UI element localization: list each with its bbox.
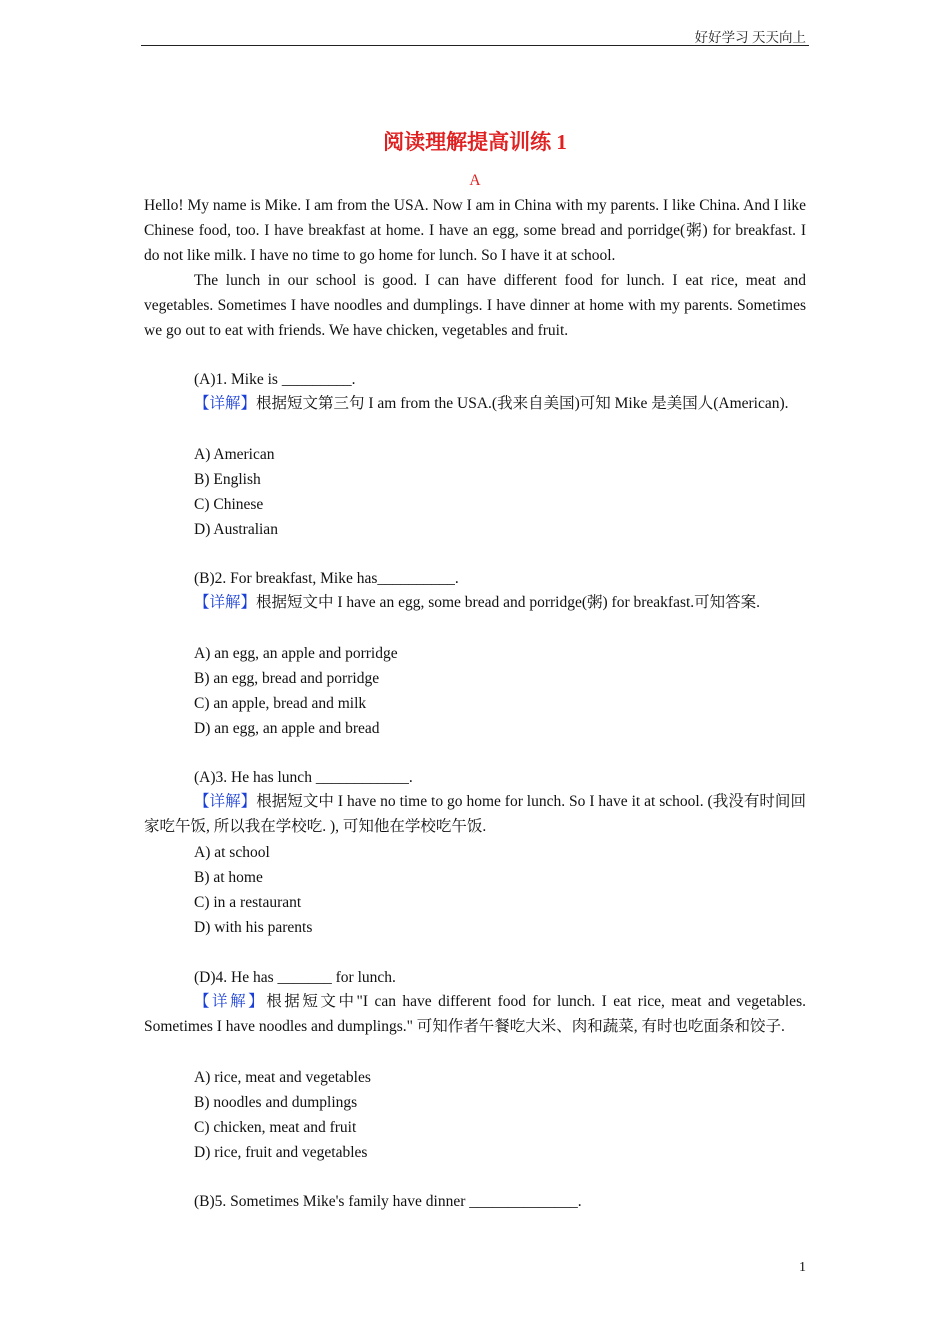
question-3-explanation [144,789,806,839]
question-1-option-d: D) Australian [194,521,278,538]
explain-tag: 【详解】 [194,594,257,611]
question-1-option-c: C) Chinese [194,496,264,513]
explain-tag: 【详解】 [194,993,267,1010]
explanation-text: 根据短文中 I have no time to go home for lunch. So I have it at school. (我没有时间回家吃午饭, 所以我在学校吃. ), 可知他在学校吃午饭. [144,793,806,835]
explain-tag: 【详解】 [194,793,257,810]
section-letter: A [469,172,481,189]
question-4-option-d: D) rice, fruit and vegetables [194,1144,368,1161]
question-2-explanation [194,590,760,615]
question-1-stem: (A)1. Mike is _________. [194,371,356,388]
question-4-explanation [144,989,806,1039]
header-divider [141,45,809,46]
header-motto: 好好学习 天天向上 [694,30,806,45]
question-1-explanation [144,391,806,416]
question-3-stem: (A)3. He has lunch ____________. [194,769,413,786]
page-number: 1 [799,1260,806,1275]
question-2-option-c: C) an apple, bread and milk [194,695,367,712]
question-4-option-b: B) noodles and dumplings [194,1094,358,1111]
question-3-option-b: B) at home [194,869,263,886]
question-1-option-b: B) English [194,471,261,488]
explanation-text: 根据短文中 I have an egg, some bread and porridge(粥) for breakfast.可知答案. [256,594,761,611]
explanation-text: 根据短文第三句 I am from the USA.(我来自美国)可知 Mike 是美国人(American). [256,395,789,412]
question-2-stem: (B)2. For breakfast, Mike has__________. [194,570,459,587]
question-5-stem: (B)5. Sometimes Mike's family have dinner ______________. [194,1193,582,1210]
page-title: 阅读理解提高训练 1 [383,130,567,154]
question-4-option-a: A) rice, meat and vegetables [194,1069,371,1086]
question-3-option-a: A) at school [194,844,270,861]
question-2-option-b: B) an egg, bread and porridge [194,670,380,687]
question-1-option-a: A) American [194,446,275,463]
question-2-option-d: D) an egg, an apple and bread [194,720,380,737]
question-3-option-d: D) with his parents [194,919,313,936]
question-4-option-c: C) chicken, meat and fruit [194,1119,357,1136]
explain-tag: 【详解】 [194,395,257,412]
explanation-text: 根据短文中"I can have different food for lunch. I eat rice, meat and vegetables. Sometimes I have noodles and dumplings." 可知作者午餐吃大米、肉和蔬菜, 有时也吃面条和饺子. [144,993,806,1035]
question-2-option-a: A) an egg, an apple and porridge [194,645,398,662]
passage-paragraph-1: Hello! My name is Mike. I am from the USA. Now I am in China with my parents. I like China. And I like Chinese food, too. I have breakfast at home. I have an egg, some bread and porridge(粥) for breakfast. I do not like milk. I have no time to go home for lunch. So I have it at school. [144,197,806,264]
question-4-stem: (D)4. He has _______ for lunch. [194,969,396,986]
question-3-option-c: C) in a restaurant [194,894,302,911]
passage-paragraph-2: The lunch in our school is good. I can have different food for lunch. I eat rice, meat and vegetables. Sometimes I have noodles and dumplings. I have dinner at home with my parents. Sometimes we go out to eat with friends. We have chicken, vegetables and fruit. [144,272,806,339]
